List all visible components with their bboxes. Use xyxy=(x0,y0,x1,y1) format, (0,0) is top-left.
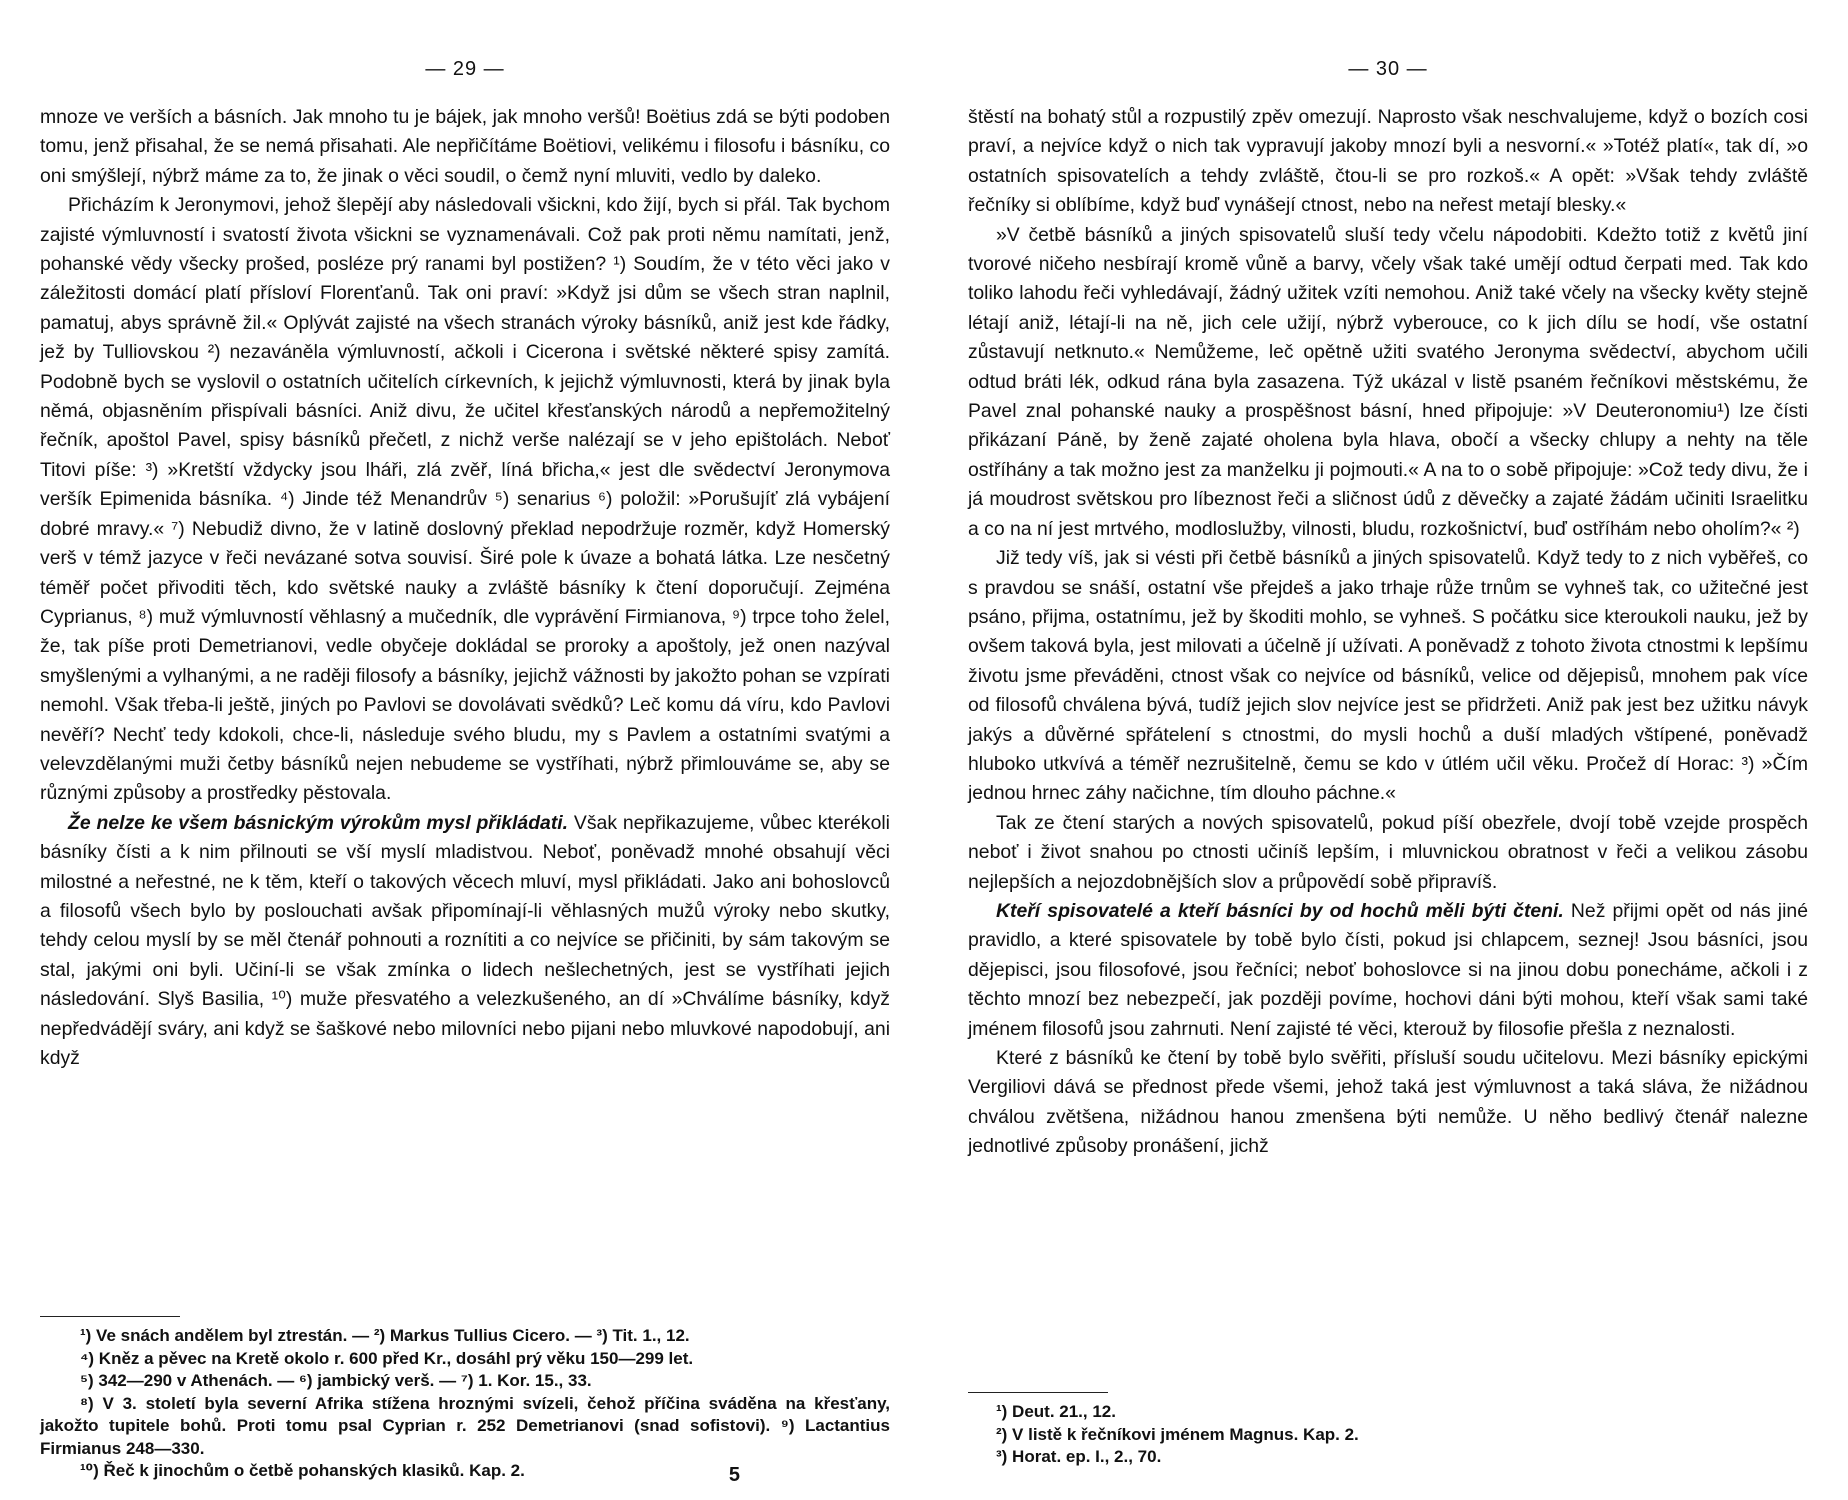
section-heading: Kteří spisovatelé a kteří básníci by od hochů měli býti čteni. xyxy=(996,899,1564,922)
section-heading: Že nelze ke všem básnickým výrokům mysl přikládati. xyxy=(68,811,569,834)
left-page xyxy=(40,0,890,1500)
footnote: ¹) Ve snách andělem byl ztrestán. — ²) Markus Tullius Cicero. — ³) Tit. 1., 12. xyxy=(80,1326,690,1345)
signature-mark: 5 xyxy=(728,1464,740,1486)
footnote: ⁵) 342—290 v Athenách. — ⁶) jambický verš. — ⁷) 1. Kor. 15., 33. xyxy=(80,1371,592,1390)
footnote: ¹) Deut. 21., 12. xyxy=(996,1402,1116,1421)
page-text xyxy=(968,103,1808,1162)
paragraph xyxy=(968,897,1808,1044)
paragraph: Tak ze čtení starých a nových spisovatelů, pokud píší obezřele, dvojí tobě vzejde prospěch neboť i život snahou po ctnosti učiníš lepším, i mluvnickou obratnost v řeči a velikou zásobu nejlepších a nejozdobnějších slov a průpovědí sobě připravíš. xyxy=(968,811,1808,893)
paragraph: Které z básníků ke čtení by tobě bylo svěřiti, přísluší soudu učitelovu. Mezi básníky epickými Vergiliovi dává se přednost přede všemi, jehož taká jest výmluvnost a taká sláva, že nižádnou chválou zvětšena, nižádnou hanou zmenšena býti nemůže. U něho bedlivý čtenář nalezne jednotlivé způsoby pronášení, jichž xyxy=(968,1047,1808,1158)
footnote: ⁸) V 3. století byla severní Afrika stížena hroznými svízeli, čehož příčina sváděna na křesťany, jakožto tupitele bohů. Proti tomu psal Cyprian r. 252 Demetrianovi (snad sofistovi). ⁹) Lactantius Firmianus 248—330. xyxy=(40,1393,890,1458)
paragraph xyxy=(40,809,890,1074)
footnote: ¹⁰) Řeč k jinochům o četbě pohanských klasiků. Kap. 2. xyxy=(80,1461,525,1480)
footnote-rule xyxy=(40,1316,180,1317)
footnote: ²) V listě k řečníkovi jménem Magnus. Kap. 2. xyxy=(996,1424,1359,1444)
paragraph: mnoze ve verších a básních. Jak mnoho tu je bájek, jak mnoho veršů! Boëtius zdá se býti podoben tomu, jenž přisahal, že se nemá přisahati. Ale nepřičítáme Boëtiovi, velikému i filosofu i básníku, co oni smýšlejí, nýbrž máme za to, že jinak o věci soudil, o čemž nyní mluviti, vedlo by daleko. xyxy=(40,106,890,187)
paragraph: štěstí na bohatý stůl a rozpustilý zpěv omezují. Naprosto však neschvalujeme, když o bozích cosi praví, a nejvíce když o nich tak vypravují jakoby mnozí byli a nesvorní.« »Totéž platí«, tak dí, »o ostatních spisovatelích a tehdy zvláště, čtou-li se pro rozkoš.« A opět: »Však tehdy zvláště řečníky si oblíbíme, když buď vynášejí ctnost, nebo na neřest metají blesky.« xyxy=(968,106,1808,217)
footnotes xyxy=(968,1392,1808,1469)
paragraph: »V četbě básníků a jiných spisovatelů sluší tedy včelu nápodobiti. Kdežto totiž z květů jiní tvorové ničeho nesbírají kromě vůně a barvy, včely však také umějí odtud čerpati med. Tak kdo toliko lahodu řeči vyhledávají, žádný užitek vzíti nemohou. Aniž také včely na všecky květy stejně létají aniž, létají-li na ně, jich cele užijí, nýbrž vyberouce, co k jich dílu se hodí, vše ostatní zůstavují netknuto.« Nemůžeme, leč opětně užiti svatého Jeronyma svědectví, abychom učili odtud bráti lék, odkud rána byla zasazena. Týž ukázal v listě psaném řečníkovi městskému, že Pavel znal pohanské nauky a prospěšnost básní, hned připojuje: »V Deuteronomiu¹) lze čísti přikázaní Páně, by ženě zajaté oholena byla hlava, obočí a všecky chlupy a nehty na těle ostříhány a tak možno jest za manželku ji pojmouti.« A na to o sobě připojuje: »Což tedy divu, že i já moudrost světskou pro líbeznost řeči a sličnost údů z děvečky a zajaté žádám učiniti Israelitku a co na ní jest mrtvého, modloslužby, vilnosti, bludu, rozkošnictví, buď ostříhám nebo oholím?« ²) xyxy=(968,223,1808,540)
footnote: ⁴) Kněz a pěvec na Kretě okolo r. 600 před Kr., dosáhl prý věku 150—299 let. xyxy=(80,1348,694,1368)
paragraph-text: Však nepřikazujeme, vůbec kterékoli básníky čísti a k nim přilnouti se vší myslí mladistvou. Neboť, poněvadž mnohé obsahují věci milostné a neřestné, ne k těm, kteří o takových věcech mluví, mysl přikládati. Jako ani bohoslovců a filosofů všech bylo by poslouchati avšak připomínají-li věhlasných mužů výroky nebo skutky, tehdy celou myslí by se měl čtenář pohnouti a roznítiti a co nejvíce se přičiniti, by sám takovým se stal, jakými oni byli. Učiní-li se však zmínka o lidech nešlechetných, jest se vystříhati jejich následování. Slyš Basilia, ¹⁰) muže přesvatého a velezkušeného, an dí »Chválíme básníky, když nepředvádějí sváry, ani když se šaškové nebo milovníci nebo pijani nebo mluvkové napodobují, ani když xyxy=(40,811,890,1069)
footnote: ³) Horat. ep. I., 2., 70. xyxy=(996,1447,1162,1466)
footnotes xyxy=(40,1316,890,1483)
paragraph: Již tedy víš, jak si vésti při četbě básníků a jiných spisovatelů. Když tedy to z nich vyběřeš, co s pravdou se snáší, ostatní vše přejdeš a jako trhaje růže trnům se vyhneš tak, co užitečné jest psáno, přijma, ostatnímu, jež by škoditi mohlo, se vyhneš. S počátku sice kteroukoli nauku, jež by ovšem taková byla, jest milovati a účelně jí užívati. A poněvadž z tohoto života ctnostmi k lepšímu životu jsme převáděni, ctnost však co nejvíce od básníků, velice od dějepisů, mnohem pak více od filosofů chválena bývá, tudíž jejich slov nejvíce jest se přidržeti. Aniž pak jest bez užitku návyk jakýs a důvěrné spřátelení s ctnostmi, do mysli hochů a duší mladých vštípené, poněvadž hluboko utkvívá a téměř nezrušitelně, čemu se kdo v útlém učil věku. Pročež dí Horac: ³) »Čím jednou hrnec záhy načichne, tím dlouho páchne.« xyxy=(968,547,1808,805)
paragraph: Přicházím k Jeronymovi, jehož šlepějí aby následovali všickni, kdo žijí, bych si přál. Tak bychom zajisté výmluvností i svatostí života všickni se vyznamenávali. Což pak proti němu namítati, jenž, pohanské vědy všecky prošed, posléze prý ranami byl postižen? ¹) Soudím, že v této věci jako v záležitosti domácí platí přísloví Florenťanů. Tak oni praví: »Když jsi dům se všech stran naplnil, pamatuj, abys správně žil.« Oplývát zajisté na všech stranách výroky básníků, aniž jest kde řádky, jež by Tulliovskou ²) nezaváněla výmluvností, ačkoli i Cicerona i světské některé spisy zamítá. Podobně bych se vyslovil o ostatních učitelích církevních, k jejichž výmluvnosti, která by jinak byla němá, objasněním přispívali básníci. Aniž divu, že učitel křesťanských národů a nepřemožitelný řečník, apoštol Pavel, spisy básníků přečetl, z nichž verše nalézají se v jeho epištolách. Neboť Titovi píše: ³) »Kretští vždycky jsou lháři, zlá zvěř, líná břicha,« jest dle svědectví Jeronymova veršík Epimenida básníka. ⁴) Jinde též Menandrův ⁵) senarius ⁶) položil: »Porušujíť zlá vybájení dobré mravy.« ⁷) Nebudiž divno, že v latině doslovný překlad nepodržuje rozměr, když Homerský verš v témž jazyce v řeči nevázané sotva souvisí. Širé pole k úvaze a bohatá látka. Lze nesčetný téměř počet přivoditi těch, kdo světské nauky a zvláště básníky k čtení doporučují. Zejména Cyprianus, ⁸) muž výmluvností věhlasný a mučedník, dle vyprávění Firmianova, ⁹) trpce toho želel, že, tak píše proti Demetrianovi, vedle obyčeje dokládal se proroky a apoštoly, jež onen nazýval smyšlenými a vylhanými, a ne raději filosofy a básníky, jejichž vážnosti by jakožto pohan se vzpírati nemohl. Však třeba-li ještě, jiných po Pavlovi se dovolávati svědků? Leč komu dá víru, kdo Pavlovi nevěří? Nechť tedy kdokoli, chce-li, následuje svého bludu, my s Pavlem a ostatními svatými a velevzdělanými muži četby básníků nejen nebudeme se vystříhati, nýbrž přimlouváme se, aby se různými způsoby a prostředky pěstovala. xyxy=(40,194,890,805)
page-number: — 30 — xyxy=(1348,58,1428,80)
right-page xyxy=(968,0,1808,1500)
page-text xyxy=(40,103,890,1073)
page-number: — 29 — xyxy=(425,58,505,80)
footnote-rule xyxy=(968,1392,1108,1393)
paragraph-text: Než přijmi opět od nás jiné pravidlo, a které spisovatele by tobě bylo čísti, pokud jsi chlapcem, seznej! Jsou básníci, jsou dějepisci, jsou filosofové, jsou řečníci; neboť bohoslovce si na jinou dobu ponecháme, ačkoli i z těchto mnozí bez nebezpečí, jak později povíme, hochovi dáni býti mohou, kteří však sami také jménem filosofů jsou zahrnuti. Není zajisté té věci, kterouž by filosofie přešla z neznalosti. xyxy=(968,899,1808,1040)
